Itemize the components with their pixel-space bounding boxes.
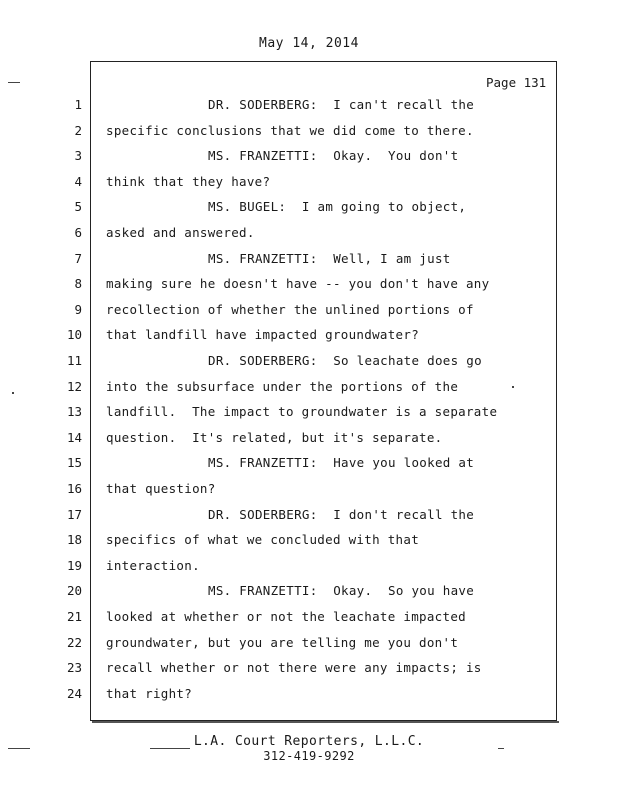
scan-artifact: [8, 748, 30, 749]
line-number: 24: [66, 685, 82, 701]
transcript-line-text: that question?: [106, 481, 216, 496]
line-number: 1: [74, 97, 82, 112]
line-number: 15: [66, 455, 82, 471]
line-number: 22: [66, 634, 82, 650]
transcript-line-text: specific conclusions that we did come to there.: [106, 122, 474, 138]
scan-artifact: [150, 748, 190, 749]
transcript-line-text: making sure he doesn't have -- you don't have any: [106, 276, 490, 292]
transcript-line-text: DR. SODERBERG: I don't recall the: [208, 506, 475, 522]
page-number-label: Page 131: [486, 75, 547, 90]
scan-artifact: [12, 392, 14, 394]
line-number: 8: [74, 276, 82, 292]
line-number: 6: [74, 225, 82, 240]
line-number: 13: [66, 404, 82, 420]
frame-bottom-shadow: [92, 721, 559, 723]
line-number: 10: [66, 327, 82, 343]
line-number: 2: [74, 122, 82, 138]
transcript-line-text: think that they have?: [106, 173, 271, 189]
transcript-line-text: that right?: [106, 685, 193, 701]
line-number: 19: [66, 557, 82, 573]
line-number: 3: [74, 148, 82, 164]
transcript-line-text: question. It's related, but it's separate.: [106, 429, 443, 445]
transcript-line-text: interaction.: [106, 557, 200, 573]
line-number: 14: [66, 429, 82, 445]
transcript-line-text: that landfill have impacted groundwater?: [106, 327, 420, 343]
line-number: 21: [66, 609, 82, 624]
line-number: 20: [66, 583, 82, 599]
line-number: 12: [66, 378, 82, 394]
transcript-line-text: looked at whether or not the leachate impacted: [106, 609, 466, 624]
footer-company: L.A. Court Reporters, L.L.C.: [193, 734, 425, 749]
transcript-line-text: DR. SODERBERG: So leachate does go: [208, 353, 482, 368]
line-number: 23: [66, 660, 82, 676]
line-number: 11: [66, 353, 82, 368]
transcript-line-text: MS. FRANZETTI: Have you looked at: [208, 455, 475, 471]
transcript-line-text: MS. FRANZETTI: Well, I am just: [208, 250, 451, 266]
transcript-line-text: recall whether or not there were any impacts; is: [106, 660, 482, 676]
transcript-line-text: DR. SODERBERG: I can't recall the: [208, 97, 475, 112]
transcript-line-text: specifics of what we concluded with that: [106, 532, 420, 548]
scan-artifact: [512, 386, 514, 388]
header-date: May 14, 2014: [259, 36, 359, 51]
line-number: 9: [74, 301, 82, 317]
line-number: 4: [74, 173, 82, 189]
transcript-line-text: recollection of whether the unlined portions of: [106, 301, 474, 317]
line-number: 18: [66, 532, 82, 548]
transcript-line-text: landfill. The impact to groundwater is a separate: [106, 404, 498, 420]
transcript-line-text: asked and answered.: [106, 225, 255, 240]
scan-artifact: [8, 82, 20, 83]
line-number: 5: [74, 199, 82, 215]
scan-artifact: [498, 748, 504, 749]
footer-phone: 312-419-9292: [263, 749, 355, 763]
transcript-line-text: groundwater, but you are telling me you don't: [106, 634, 459, 650]
line-number: 7: [74, 250, 82, 266]
transcript-line-text: MS. FRANZETTI: Okay. You don't: [208, 148, 459, 164]
transcript-line-text: MS. FRANZETTI: Okay. So you have: [208, 583, 475, 599]
line-number: 17: [66, 506, 82, 522]
transcript-line-text: MS. BUGEL: I am going to object,: [208, 199, 467, 215]
transcript-line-text: into the subsurface under the portions of the: [106, 378, 459, 394]
line-number: 16: [66, 481, 82, 496]
